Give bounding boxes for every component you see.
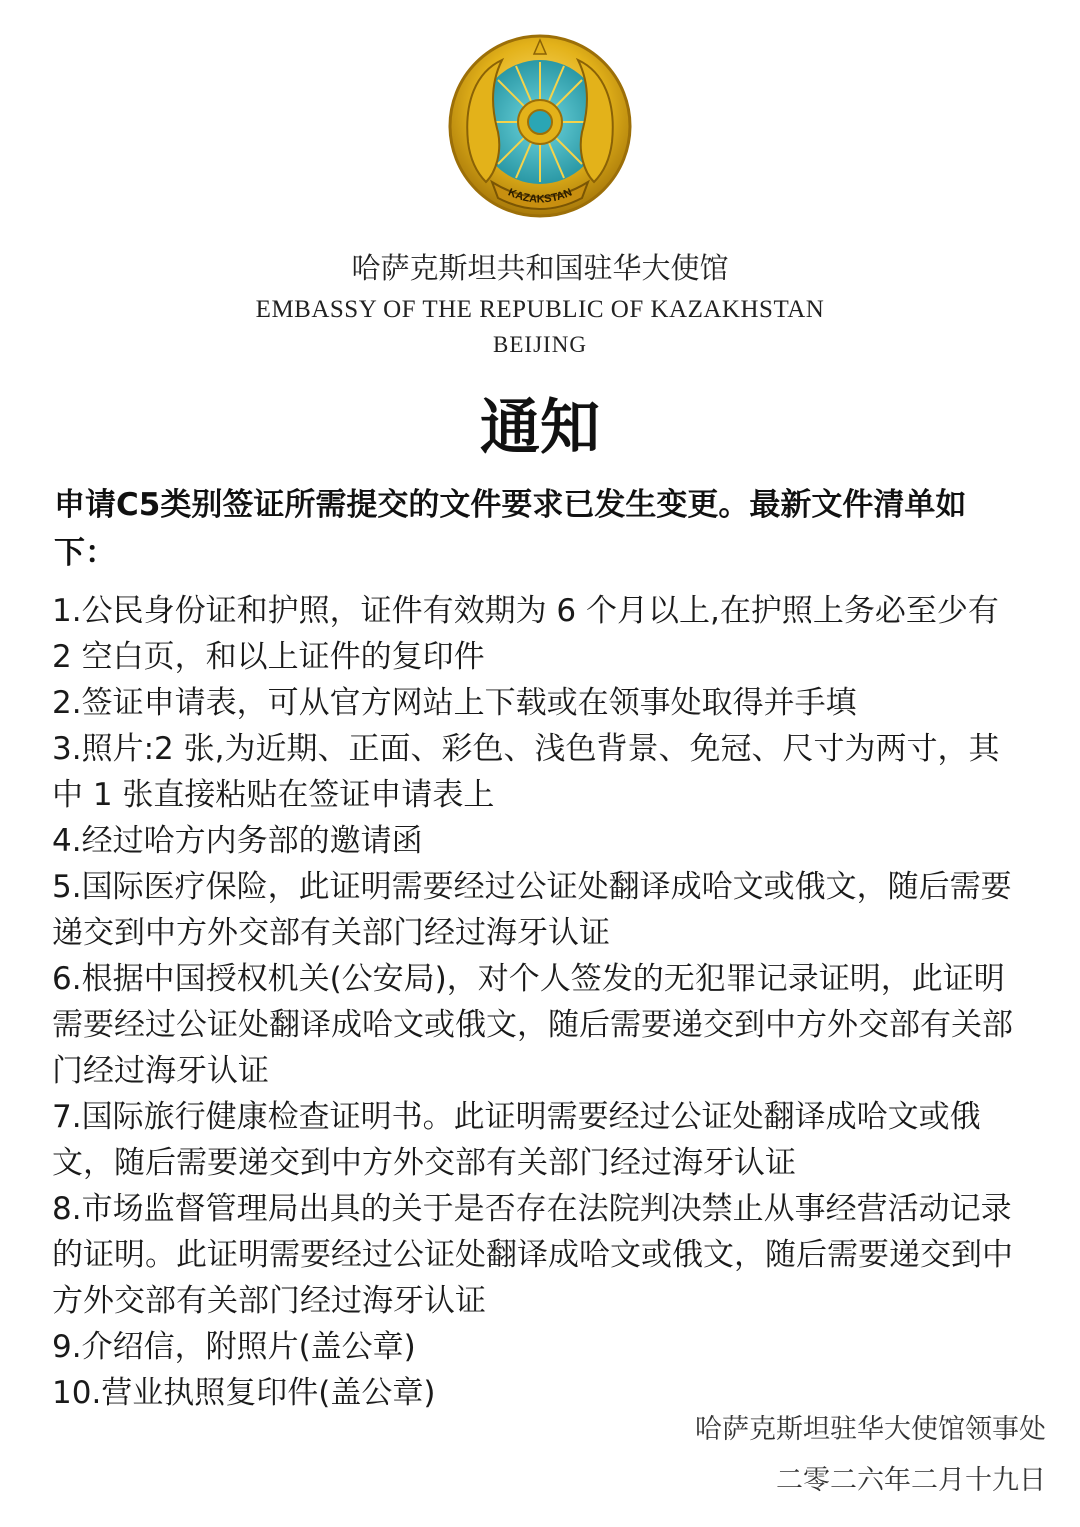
embassy-emblem — [446, 32, 634, 220]
list-item: 10.营业执照复印件(盖公章) — [52, 1375, 436, 1411]
list-item: 3.照片:2 张,为近期、正面、彩色、浅色背景、免冠、尺寸为两寸，其中 1 张直接粘贴在签证申请表上 — [52, 731, 1000, 813]
notice-title: 通知 — [480, 393, 600, 463]
issue-date: 二零二六年二月十九日 — [776, 1465, 1046, 1496]
embassy-name-english: EMBASSY OF THE REPUBLIC OF KAZAKHSTAN — [255, 296, 825, 323]
issuing-office: 哈萨克斯坦驻华大使馆领事处 — [695, 1414, 1046, 1445]
document-requirements-list — [52, 588, 1027, 1416]
notice-intro: 申请C5类别签证所需提交的文件要求已发生变更。最新文件清单如下： — [54, 487, 967, 571]
list-item: 7.国际旅行健康检查证明书。此证明需要经过公证处翻译成哈文或俄文，随后需要递交到中方外交部有关部门经过海牙认证 — [52, 1099, 981, 1181]
embassy-city: BEIJING — [493, 332, 587, 357]
list-item: 6.根据中国授权机关(公安局)，对个人签发的无犯罪记录证明，此证明需要经过公证处翻译成哈文或俄文，随后需要递交到中方外交部有关部门经过海牙认证 — [52, 961, 1013, 1089]
list-item: 1.公民身份证和护照，证件有效期为 6 个月以上,在护照上务必至少有 2 空白页，和以上证件的复印件 — [52, 593, 999, 675]
list-item: 5.国际医疗保险，此证明需要经过公证处翻译成哈文或俄文，随后需要递交到中方外交部有关部门经过海牙认证 — [52, 869, 1012, 951]
list-item: 2.签证申请表，可从官方网站上下载或在领事处取得并手填 — [52, 685, 857, 721]
list-item: 4.经过哈方内务部的邀请函 — [52, 823, 423, 859]
embassy-name-chinese: 哈萨克斯坦共和国驻华大使馆 — [351, 251, 729, 285]
kazakhstan-emblem-icon — [446, 32, 634, 220]
list-item: 8.市场监督管理局出具的关于是否存在法院判决禁止从事经营活动记录的证明。此证明需要经过公证处翻译成哈文或俄文，随后需要递交到中方外交部有关部门经过海牙认证 — [52, 1191, 1013, 1319]
emblem-ribbon-text: KAZAKSTAN — [506, 186, 574, 206]
list-item: 9.介绍信，附照片(盖公章) — [52, 1329, 416, 1365]
